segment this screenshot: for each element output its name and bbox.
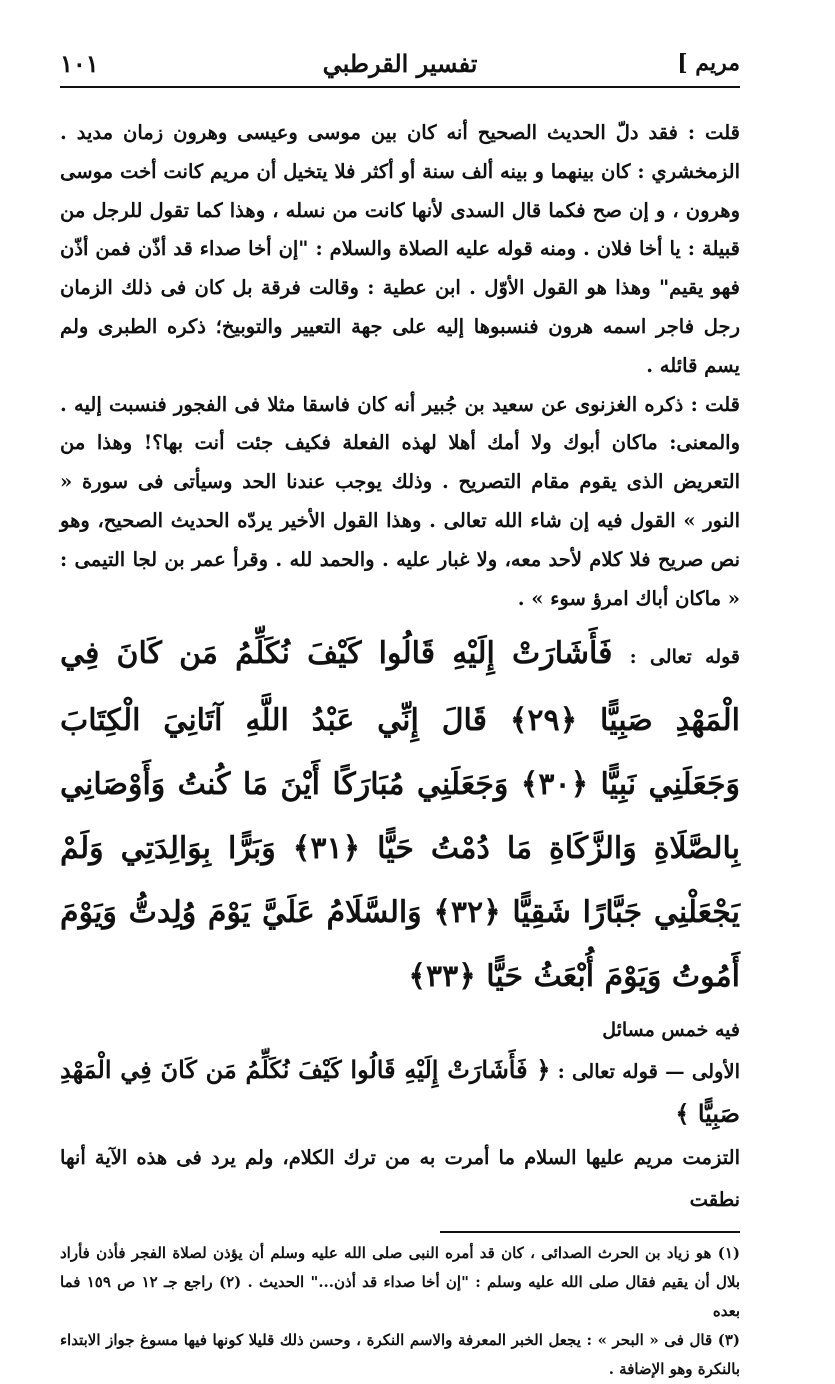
page-header bbox=[60, 40, 740, 88]
page-body bbox=[60, 114, 740, 1384]
book-title: تفسير القرطبي bbox=[322, 48, 478, 78]
paragraph-1: قلت : فقد دلّ الحديث الصحيح أنه كان بين موسى وعيسى وهرون زمان مديد . الزمخشري : كان بينهما و بينه ألف سنة أو أكثر فلا يتخيل أن مريم كانت أخت موسى وهرون ، و إن صح فكما قال السدى لأنها كانت من نسله ، وهذا كما تقول للرجل من قبيلة : يا أخا فلان . ومنه قوله عليه الصلاة والسلام : "إن أخا صداء قد أذّن فمن أذّن فهو يقيم" وهذا هو القول الأوّل . ابن عطية : وقالت فرقة بل كان فى ذلك الزمان رجل فاجر اسمه هرون فنسبوها إليه على جهة التعيير والتوبيخ؛ ذكره الطبرى ولم يسم قائله . bbox=[60, 121, 740, 377]
verse-block bbox=[60, 622, 740, 1009]
quran-verse bbox=[60, 622, 740, 1009]
section-title: فيه خمس مسائل bbox=[602, 1019, 740, 1042]
first-issue bbox=[60, 1049, 740, 1137]
verse-text: فَأَشَارَتْ إِلَيْهِ قَالُوا كَيْفَ نُكَلِّمُ مَن كَانَ فِي الْمَهْدِ صَبِيًّا ﴿٢٩﴾ قَالَ إِنِّي عَبْدُ اللَّهِ آتَانِيَ الْكِتَابَ وَجَعَلَنِي نَبِيًّا ﴿٣٠﴾ وَجَعَلَنِي مُبَارَكًا أَيْنَ مَا كُنتُ وَأَوْصَانِي بِالصَّلَاةِ وَالزَّكَاةِ مَا دُمْتُ حَيًّا ﴿٣١﴾ وَبَرًّا بِوَالِدَتِي وَلَمْ يَجْعَلْنِي جَبَّارًا شَقِيًّا ﴿٣٢﴾ وَالسَّلَامُ عَلَيَّ يَوْمَ وُلِدتُّ وَيَوْمَ أَمُوتُ وَيَوْمَ أُبْعَثُ حَيًّا ﴿٣٣﴾ bbox=[60, 636, 740, 995]
page-number: ١٠١ bbox=[60, 48, 99, 78]
footnote-1: (١) هو زياد بن الحرث الصدائى ، كان قد أمره النبى صلى الله عليه وسلم أن يؤذن لصلاة الفجر فأذن فأراد بلال أن يقيم فقال صلى الله عليه وسلم : "إن أخا صداء قد أذن..." الحديث . (٢) راجع جـ ١٢ ص ١٥٩ فما بعده bbox=[60, 1244, 740, 1321]
verse-intro: قوله تعالى : bbox=[629, 646, 741, 669]
surah-name: مريم ] bbox=[677, 50, 740, 76]
footnote-divider bbox=[440, 1231, 740, 1233]
footnote-3: (٣) قال فى « البحر » : يجعل الخبر المعرفة والاسم النكرة ، وحسن ذلك قليلا كونها فيها مسوغ جواز الابتداء بالنكرة وهو الإضافة . bbox=[60, 1331, 740, 1379]
book-page bbox=[60, 40, 740, 1384]
issue-text: التزمت مريم عليها السلام ما أمرت به من ترك الكلام، ولم يرد فى هذه الآية أنها نطقت bbox=[60, 1146, 740, 1212]
paragraph-2: قلت : ذكره الغزنوى عن سعيد بن جُبير أنه كان فاسقا مثلا فى الفجور فنسبت إليه . والمعنى: ماكان أبوك ولا أمك أهلا لهذه الفعلة فكيف جئت أنت بها؟! وهذا من التعريض الذى يقوم مقام التصريح . وذلك يوجب عندنا الحد وسيأتى فى سورة « النور » القول فيه إن شاء الله تعالى . وهذا القول الأخير يردّه الحديث الصحيح، وهو نص صريح فلا كلام لأحد معه، ولا غبار عليه . والحمد لله . وقرأ عمر بن لجا التيمى : « ماكان أباك امرؤ سوء » . bbox=[60, 392, 740, 610]
issue-lead: الأولى — قوله تعالى : bbox=[557, 1060, 740, 1084]
issue-quote: ﴿ فَأَشَارَتْ إِلَيْهِ قَالُوا كَيْفَ نُكَلِّمُ مَن كَانَ فِي الْمَهْدِ صَبِيًّا ﴾ bbox=[60, 1055, 740, 1129]
